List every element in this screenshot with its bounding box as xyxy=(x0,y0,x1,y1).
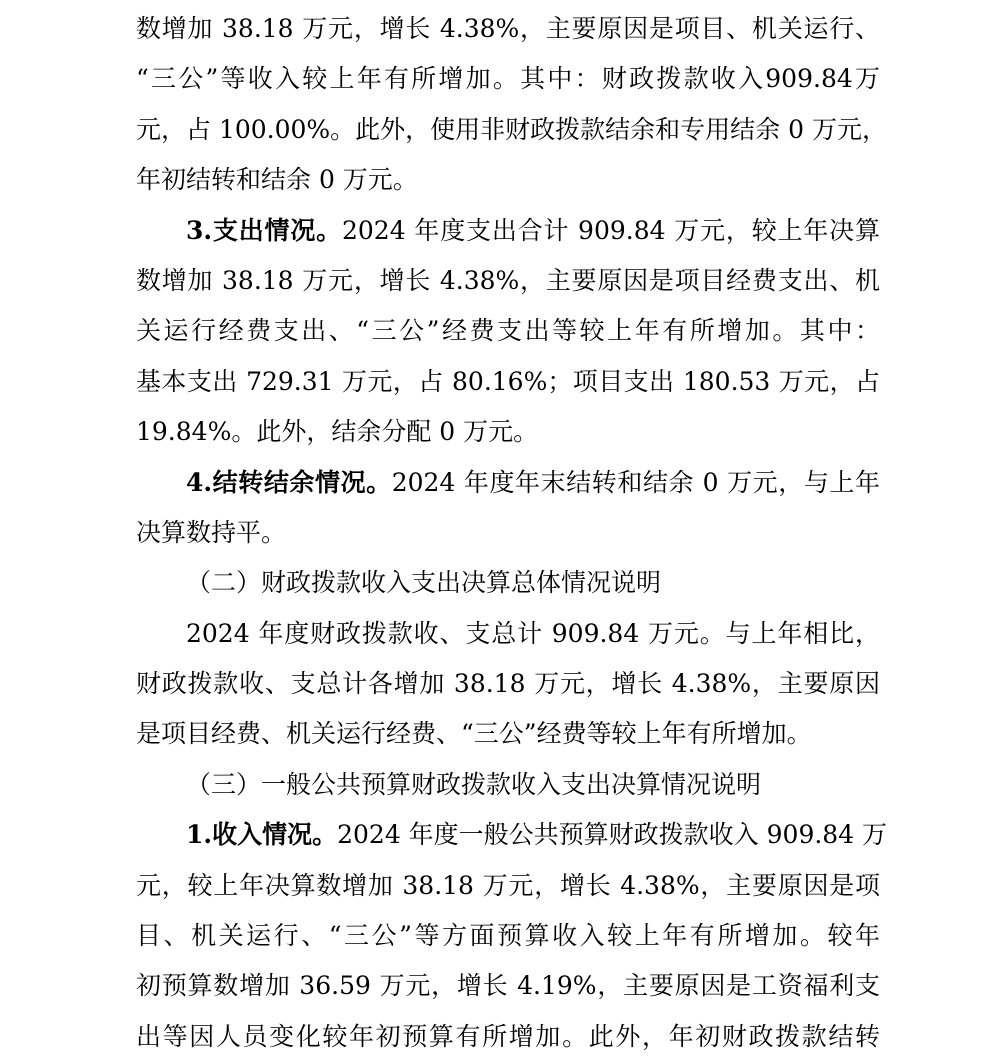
text-line: 19.84%。此外，结余分配 0 万元。 xyxy=(136,417,539,447)
text-line: 年初结转和结余 0 万元。 xyxy=(136,165,418,195)
section-lead: 4.结转结余情况。 xyxy=(186,467,392,497)
text-line: 决算数持平。 xyxy=(136,517,287,547)
document-page xyxy=(136,4,888,1062)
text-line: 基本支出 729.31 万元，占 80.16%；项目支出 180.53 万元，占 xyxy=(136,366,880,396)
section-lead: 3.支出情况。 xyxy=(186,215,342,245)
section-lead: 1.收入情况。 xyxy=(186,820,338,850)
text-line: 数增加 38.18 万元，增长 4.38%，主要原因是项目经费支出、机 xyxy=(136,265,880,295)
text-line: 财政拨款收、支总计各增加 38.18 万元，增长 4.38%，主要原因 xyxy=(136,669,880,699)
paragraph-first-line xyxy=(136,810,888,860)
text-line: 初预算数增加 36.59 万元，增长 4.19%，主要原因是工资福利支 xyxy=(136,971,880,1001)
text-line: 元，较上年决算数增加 38.18 万元，增长 4.38%，主要原因是项 xyxy=(136,870,880,900)
text-line: 出等因人员变化较年初预算有所增加。此外，年初财政拨款结转 xyxy=(136,1021,880,1051)
paragraph-first-line xyxy=(136,458,880,508)
text-line: 数增加 38.18 万元，增长 4.38%，主要原因是项目、机关运行、 xyxy=(136,14,880,43)
text-line: 是项目经费、机关运行经费、“三公”经费等较上年有所增加。 xyxy=(136,719,812,749)
paragraph-first-line: 2024 年度财政拨款收、支总计 909.84 万元。与上年相比， xyxy=(186,618,880,648)
section-heading: （二）财政拨款收入支出决算总体情况说明 xyxy=(186,568,662,598)
text-line: “三公”等收入较上年有所增加。其中：财政拨款收入909.84万 xyxy=(136,64,880,94)
text-line: 目、机关运行、“三公”等方面预算收入较上年有所增加。较年 xyxy=(136,921,880,951)
section-heading: （三）一般公共预算财政拨款收入支出决算情况说明 xyxy=(186,769,762,799)
text-span: 2024 年度一般公共预算财政拨款收入 909.84 万 xyxy=(337,820,888,850)
text-span: 2024 年度支出合计 909.84 万元，较上年决算 xyxy=(342,215,880,245)
text-line: 关运行经费支出、“三公”经费支出等较上年有所增加。其中： xyxy=(136,316,880,346)
paragraph-first-line xyxy=(136,206,880,256)
text-line: 元，占 100.00%。此外，使用非财政拨款结余和专用结余 0 万元， xyxy=(136,114,887,144)
text-span: 2024 年度年末结转和结余 0 万元，与上年 xyxy=(391,467,880,497)
